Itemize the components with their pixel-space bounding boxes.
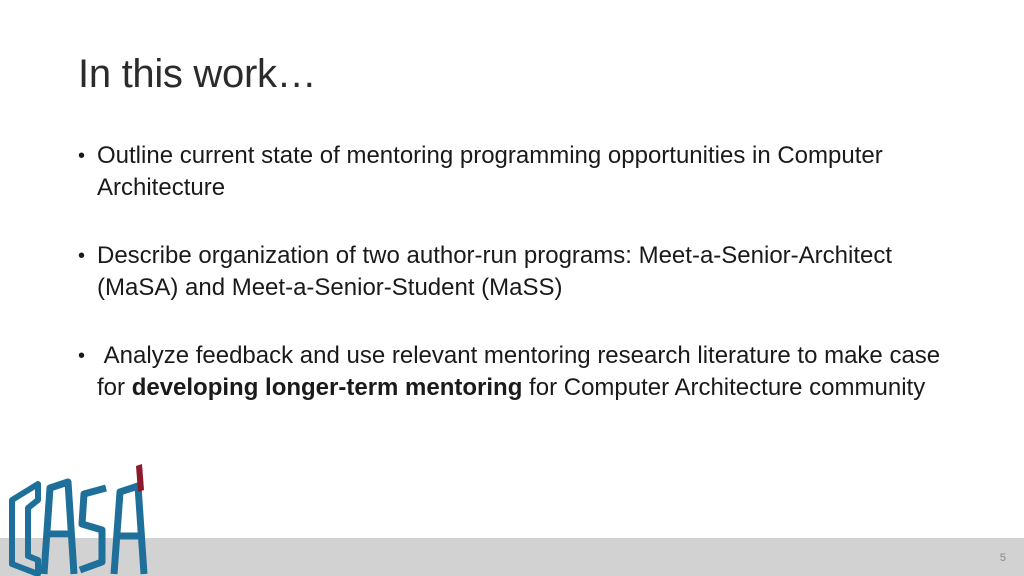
bullet-item <box>76 340 956 404</box>
bullet-list <box>76 140 956 440</box>
bullet-dot-icon: • <box>78 145 86 167</box>
bullet-text: Describe organization of two author-run programs: Meet-a-Senior-Architect (MaSA) and Meet-a-Senior-Student (MaSS) <box>97 242 893 301</box>
footer-bar <box>0 538 1024 576</box>
bullet-item <box>76 140 956 204</box>
bullet-dot-icon: • <box>78 245 86 267</box>
bullet-dot-icon: • <box>78 345 86 367</box>
bullet-text-post: for Computer Architecture community <box>522 374 926 401</box>
bullet-text-bold: developing longer-term mentoring <box>131 374 523 401</box>
bullet-text: Outline current state of mentoring programming opportunities in Computer Architecture <box>97 142 883 201</box>
bullet-text-pre: Analyze feedback and use relevant mentoring research literature to make case for <box>97 342 947 401</box>
slide-number: 5 <box>999 552 1006 564</box>
casa-logo-icon <box>4 464 150 576</box>
bullet-item <box>76 240 956 304</box>
slide-title: In this work… <box>78 52 317 96</box>
